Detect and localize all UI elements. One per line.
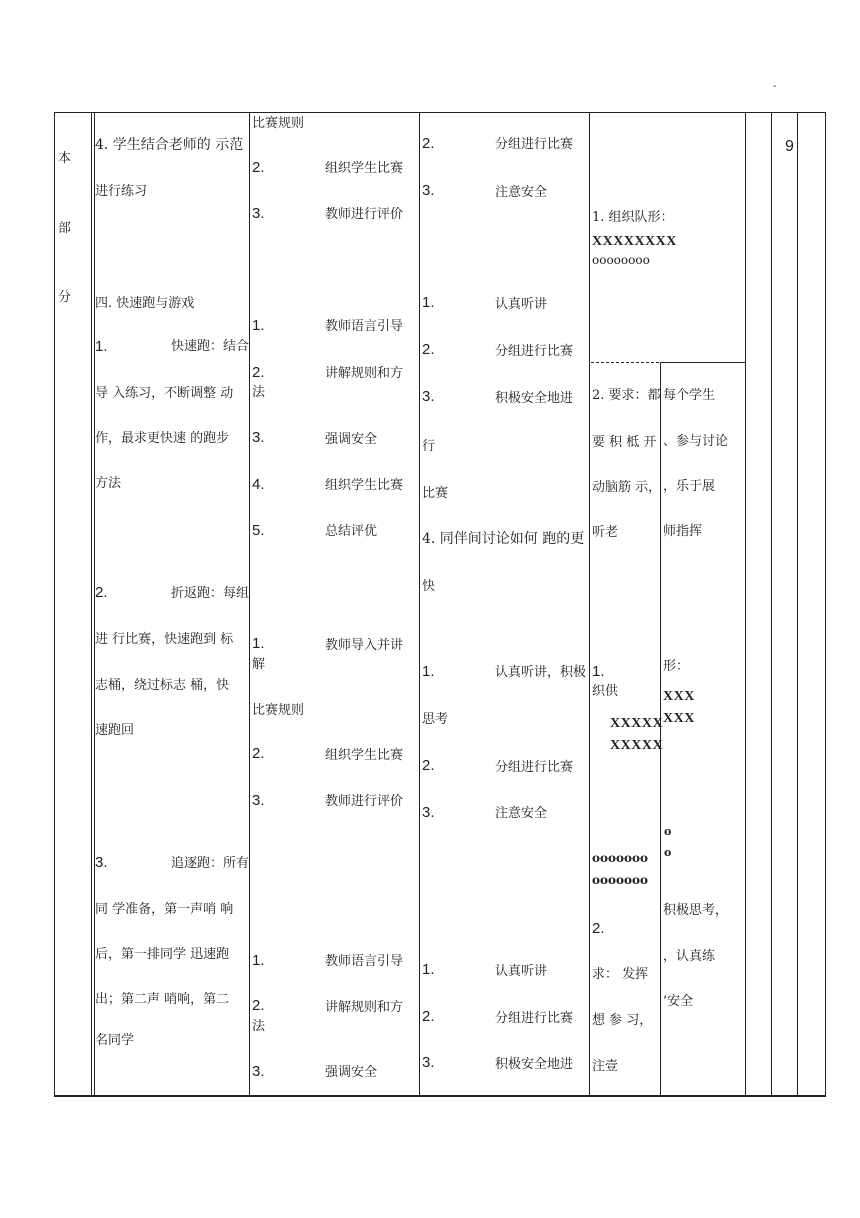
- item-number: 3.: [422, 182, 435, 199]
- teacher-text: 教师语言引导: [325, 319, 404, 334]
- teacher-text: 讲解规则和方: [325, 1000, 404, 1015]
- content-text: 出；第二声 哨响，第二: [95, 992, 230, 1007]
- requirement-text: 形：: [663, 659, 690, 674]
- item-number: 3.: [252, 1063, 265, 1080]
- requirement-text: 积极思考，: [663, 903, 729, 918]
- time-value: 9: [785, 138, 794, 155]
- student-text: 分组进行比赛: [495, 1011, 574, 1026]
- teacher-text: 法: [252, 385, 266, 400]
- item-number: 2.: [422, 757, 435, 774]
- student-text: 积极安全地进: [495, 391, 574, 406]
- student-text: 认真听讲: [495, 297, 548, 312]
- section-label: 分: [58, 290, 72, 305]
- item-number: 1.: [252, 317, 265, 334]
- column-border: [825, 112, 826, 1095]
- student-text: 4. 同伴间讨论如何 跑的更: [422, 531, 585, 547]
- teacher-text: 教师语言引导: [325, 954, 404, 969]
- column-border: [745, 112, 746, 1095]
- formation-row: o: [664, 825, 672, 838]
- organization-text: 动脑筋 示，: [592, 480, 662, 495]
- requirement-text: 师指挥: [663, 524, 703, 539]
- item-number: 3.: [95, 854, 108, 871]
- item-number: 2.: [252, 159, 265, 176]
- student-text: 认真听讲，积极: [495, 665, 587, 680]
- content-text: 后，第一排同学 迅速跑: [95, 947, 230, 962]
- teacher-text: 强调安全: [325, 1065, 378, 1080]
- organization-text: 2. 要求：都: [592, 388, 661, 403]
- formation-row: o: [664, 846, 672, 859]
- teacher-text: 讲解规则和方: [325, 366, 404, 381]
- student-text: 思考: [422, 712, 449, 727]
- requirement-text: ’安全: [663, 994, 694, 1009]
- requirement-text: 、参与讨论: [663, 434, 729, 449]
- item-number: 1.: [422, 961, 435, 978]
- item-number: 1.: [422, 294, 435, 311]
- item-number: 1.: [422, 663, 435, 680]
- column-border: [771, 112, 772, 1095]
- column-border: [249, 112, 250, 1095]
- content-text: 志桶，绕过标志 桶，快: [95, 678, 230, 693]
- content-text: 追逐跑：所有: [171, 856, 250, 871]
- teacher-text: 组织学生比赛: [325, 161, 404, 176]
- table-top-border: [54, 112, 826, 113]
- formation-row: XXXXX: [610, 716, 664, 731]
- student-text: 注意安全: [495, 185, 548, 200]
- teacher-text: 教师进行评价: [325, 794, 404, 809]
- formation-row: XXX: [663, 711, 695, 726]
- requirement-text: 每个学生: [663, 388, 716, 403]
- organization-text: 织供: [592, 684, 619, 699]
- column-border: [54, 112, 55, 1095]
- student-text: 行: [422, 439, 436, 454]
- student-text: 分组进行比赛: [495, 344, 574, 359]
- organization-text: 1. 组织队形：: [592, 210, 674, 225]
- formation-row: XXX: [663, 689, 695, 704]
- content-text: 进 行比赛，快速跑到 标: [95, 632, 234, 647]
- item-number: 2.: [252, 997, 265, 1014]
- content-text: 方法: [95, 476, 122, 491]
- item-number: 2.: [592, 920, 605, 937]
- teacher-text: 教师进行评价: [325, 207, 404, 222]
- item-number: 2.: [422, 135, 435, 152]
- organization-text: 求： 发挥: [592, 967, 649, 982]
- item-number: 1.: [95, 338, 108, 355]
- content-text: 折返跑：每组: [171, 586, 250, 601]
- column-border: [419, 112, 420, 1095]
- content-heading: 四. 快速跑与游戏: [95, 296, 195, 311]
- content-text: 进行练习: [95, 184, 148, 199]
- student-text: 快: [422, 579, 436, 594]
- item-number: 1.: [252, 952, 265, 969]
- teacher-text: 总结评优: [325, 524, 378, 539]
- section-label: 部: [58, 221, 72, 236]
- item-number: 2.: [252, 745, 265, 762]
- organization-text: 注壹: [592, 1059, 619, 1074]
- teacher-text: 组织学生比赛: [325, 748, 404, 763]
- item-number: 5.: [252, 522, 265, 539]
- item-number: 1.: [592, 663, 605, 680]
- formation-row: ooooooo: [592, 873, 649, 887]
- organization-text: 要 积 柢 开: [592, 435, 657, 450]
- column-border: [797, 112, 798, 1095]
- content-text: 4. 学生结合老师的 示范: [95, 137, 244, 153]
- teacher-text: 比赛规则: [252, 703, 305, 718]
- teacher-text: 教师导入并讲: [325, 638, 404, 653]
- student-text: 认真听讲: [495, 964, 548, 979]
- item-number: 3.: [252, 792, 265, 809]
- item-number: 3.: [422, 1054, 435, 1071]
- item-number: 4.: [252, 476, 265, 493]
- requirement-text: ，乐于展: [663, 479, 716, 494]
- teacher-text: 强调安全: [325, 432, 378, 447]
- item-number: 3.: [252, 205, 265, 222]
- formation-row: XXXXX: [610, 738, 664, 753]
- teacher-text: 组织学生比赛: [325, 478, 404, 493]
- student-text: 注意安全: [495, 806, 548, 821]
- formation-row: oooooooo: [592, 253, 650, 267]
- header-mark: -: [773, 81, 777, 92]
- item-number: 3.: [252, 429, 265, 446]
- column-border: [589, 112, 590, 1095]
- formation-row: ooooooo: [592, 851, 649, 865]
- teacher-text: 解: [252, 657, 266, 672]
- item-number: 2.: [95, 584, 108, 601]
- item-number: 2.: [252, 364, 265, 381]
- content-text: 名同学: [95, 1033, 135, 1048]
- content-text: 作，最求更快速 的跑步: [95, 431, 230, 446]
- table-bottom-border: [54, 1095, 826, 1097]
- item-number: 2.: [422, 341, 435, 358]
- student-text: 比赛: [422, 486, 449, 501]
- section-label: 本: [58, 151, 72, 166]
- item-number: 3.: [422, 804, 435, 821]
- student-text: 积极安全地进: [495, 1057, 574, 1072]
- content-text: 导 入练习，不断调整 动: [95, 386, 234, 401]
- dashed-divider: [591, 362, 659, 363]
- requirement-text: ，认真练: [663, 949, 716, 964]
- content-text: 同 学准备，第一声哨 响: [95, 902, 234, 917]
- teacher-text: 比赛规则: [252, 116, 305, 131]
- formation-row: XXXXXXXX: [592, 234, 677, 249]
- cell-divider: [660, 362, 745, 363]
- item-number: 3.: [422, 388, 435, 405]
- content-text: 快速跑：结合: [171, 339, 250, 354]
- teacher-text: 法: [252, 1019, 266, 1034]
- column-border: [91, 112, 92, 1095]
- organization-text: 听老: [592, 525, 619, 540]
- organization-text: 想 参 习，: [592, 1013, 653, 1028]
- item-number: 1.: [252, 635, 265, 652]
- item-number: 2.: [422, 1008, 435, 1025]
- student-text: 分组进行比赛: [495, 137, 574, 152]
- student-text: 分组进行比赛: [495, 760, 574, 775]
- content-text: 速跑回: [95, 723, 135, 738]
